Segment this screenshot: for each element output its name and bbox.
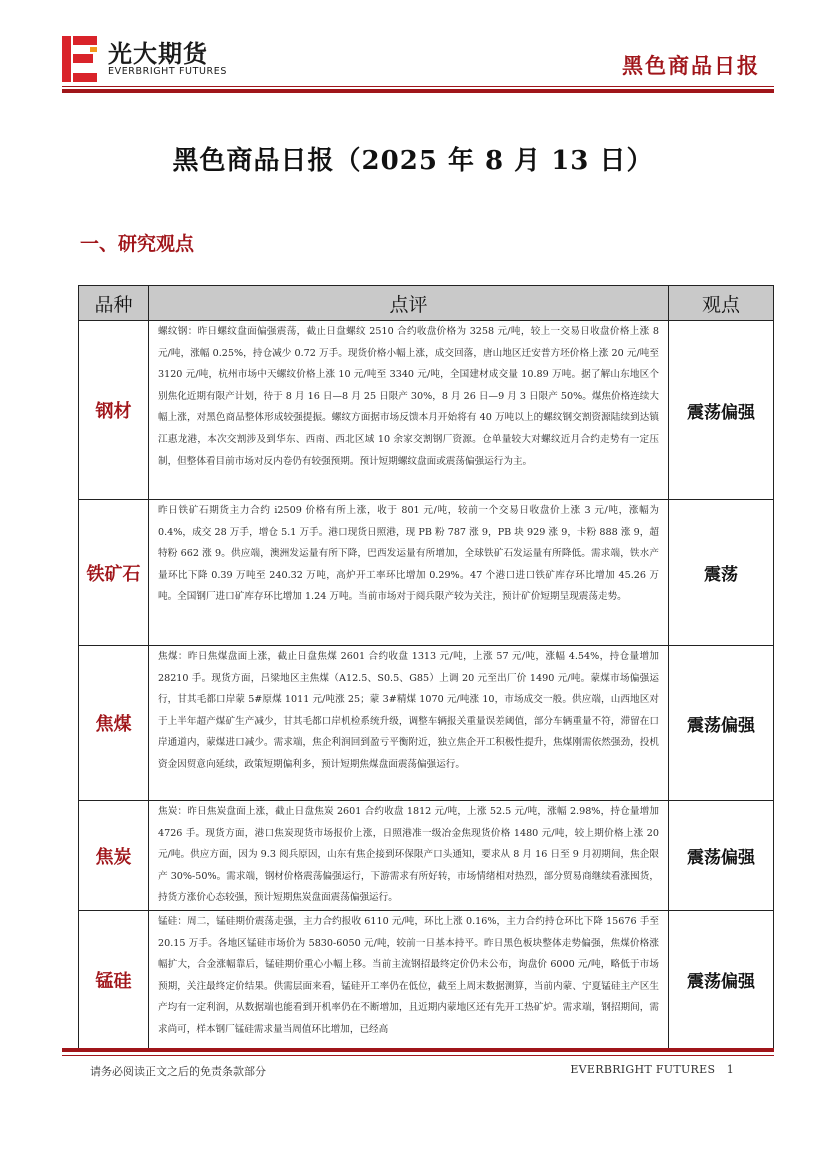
- table-row: [79, 500, 774, 646]
- footer-divider-thick: [62, 1048, 774, 1052]
- row-comment: [149, 911, 669, 1049]
- header-divider-thin: [62, 86, 774, 87]
- header-view: 观点: [669, 286, 774, 321]
- table-row: [79, 801, 774, 911]
- table-row: [79, 321, 774, 500]
- company-logo: [62, 36, 242, 84]
- row-view: 震荡: [669, 500, 774, 646]
- row-comment: 焦煤：昨日焦煤盘面上涨，截止日盘焦煤 2601 合约收盘 1313 元/吨，上涨 57 元/吨，涨幅 4.54%，持仓量增加 28210 手。现货方面，吕梁地区主焦煤（A12.5、S0.5、G85）上调 20 元至出厂价 1490 元/吨。蒙煤市场偏强运行，甘其毛都口岸蒙 5#原煤 1011 元/吨涨 25；蒙 3#精煤 1070 元/吨涨 10，市场成交一般。供应端，山西地区对于上半年超产煤矿生产减少，甘其毛都口岸机检系统升级，调整车辆报关重量误差阈值，部分车辆重量不符，滞留在口岸通道内，蒙煤进口减少。需求端，焦企利润回到盈亏平衡附近，独立焦企开工积极性提升，焦煤刚需依然强劲，投机资金因贸意向延续，政策短期偏利多，预计短期焦煤盘面震荡偏强运行。: [149, 646, 669, 801]
- section-heading: 一、研究观点: [80, 233, 195, 255]
- row-category: 铁矿石: [79, 500, 149, 646]
- footer-divider-thin: [62, 1055, 774, 1056]
- row-category: 钢材: [79, 321, 149, 500]
- everbright-logo-icon: [62, 36, 98, 82]
- research-table: [78, 285, 774, 1049]
- row-category: 焦炭: [79, 801, 149, 911]
- table-row: [79, 911, 774, 1049]
- row-comment: 螺纹钢：昨日螺纹盘面偏强震荡，截止日盘螺纹 2510 合约收盘价格为 3258 元/吨，较上一交易日收盘价格上涨 8 元/吨，涨幅 0.25%，持仓减少 0.72 万手。现货价格小幅上涨，成交回落，唐山地区迁安普方坯价格上涨 20 元/吨至 3120 元/吨，杭州市场中天螺纹价格上涨 10 元/吨至 3340 元/吨，全国建材成交量 10.89 万吨。据了解山东地区个别焦化近期有限产计划，待于 8 月 16 日—8 月 25 日限产 30%，8 月 26 日—9 月 3 日限产 50%。煤焦价格连续大幅上涨，对黑色商品整体形成较强提振。螺纹方面据市场反馈本月开始将有 40 万吨以上的螺纹钢交割资源陆续到达镇江惠龙港，本次交割涉及到华东、西南、西北区域 10 余家交割钢厂资源。仓单量较大对螺纹近月合约走势有一定压制，但整体看目前市场对反内卷仍有较强预期。预计短期螺纹盘面或震荡偏强运行为主。: [149, 321, 669, 500]
- footer-disclaimer: 请务必阅读正文之后的免责条款部分: [90, 1065, 266, 1078]
- page-number: 1: [726, 1063, 734, 1076]
- row-view: 震荡偏强: [669, 911, 774, 1049]
- row-view: 震荡偏强: [669, 321, 774, 500]
- footer-brand: EVERBRIGHT FUTURES: [570, 1063, 716, 1076]
- logo-english-name: EVERBRIGHT FUTURES: [108, 66, 227, 77]
- header-category: 品种: [79, 286, 149, 321]
- table-row: [79, 646, 774, 801]
- row-comment: 昨日铁矿石期货主力合约 i2509 价格有所上涨，收于 801 元/吨，较前一个交易日收盘价上涨 3 元/吨，涨幅为 0.4%，成交 28 万手，增仓 5.1 万手。港口现货日照港，现 PB 粉 787 涨 9，PB 块 929 涨 9，卡粉 888 涨 9，超特粉 662 涨 9。供应端，澳洲发运量有所下降，巴西发运量有所增加，全球铁矿石发运量有所降低。需求端，铁水产量环比下降 0.39 万吨至 240.32 万吨，高炉开工率环比增加 0.29%。47 个港口进口铁矿库存环比增加 45.26 万吨。全国钢厂进口矿库存环比增加 1.24 万吨。当前市场对于阅兵限产较为关注，预计矿价短期呈现震荡走势。: [149, 500, 669, 646]
- logo-chinese-name: 光大期货: [108, 40, 208, 68]
- row-view: 震荡偏强: [669, 801, 774, 911]
- footer-brand-page: [570, 1063, 734, 1076]
- header-divider-thick: [62, 89, 774, 93]
- document-title: 黑色商品日报（2025 年 8 月 13 日）: [172, 146, 654, 176]
- table-header-row: [79, 286, 774, 321]
- row-category: 锰硅: [79, 911, 149, 1049]
- header-report-title: 黑色商品日报: [622, 54, 760, 78]
- row-view: 震荡偏强: [669, 646, 774, 801]
- row-comment: 焦炭：昨日焦炭盘面上涨，截止日盘焦炭 2601 合约收盘 1812 元/吨，上涨 52.5 元/吨，涨幅 2.98%，持仓量增加 4726 手。现货方面，港口焦炭现货市场报价上涨，日照港准一级冶金焦现货价格 1480 元/吨，较上期价格上涨 20 元/吨。供应方面，因为 9.3 阅兵原因，山东有焦企接到环保限产口头通知，要求从 8 月 16 日至 9 月初期间，焦企限产 30%-50%。需求端，钢材价格震荡偏强运行，下游需求有所好转，市场情绪相对热烈，部分贸易商继续看涨囤货，持货方涨价心态较强，预计短期焦炭盘面震荡偏强运行。: [149, 801, 669, 911]
- header-comment: 点评: [149, 286, 669, 321]
- row-comment-text: 锰硅：周二，锰硅期价震荡走强，主力合约报收 6110 元/吨，环比上涨 0.16%，主力合约持仓环比下降 15676 手至 20.15 万手。各地区锰硅市场价为 5830-6050 元/吨，较前一日基本持平。昨日黑色板块整体走势偏强，焦煤价格涨幅扩大，合金涨幅靠后，锰硅期价重心小幅上移。当前主流钢招最终定价仍未公布，询盘价 6000 元/吨，略低于市场预期，关注最终定价结果。供需层面来看，锰硅开工率仍在低位，截至上周末数据测算，当前内蒙、宁夏锰硅主产区生产均有一定利润，从数据端也能看到开机率仍在不断增加，且近期内蒙地区还有先开工热矿炉。需求端，钢招期间，需求尚可，样本钢厂锰硅需求量当周值环比增加，已经高: [158, 916, 659, 1035]
- row-category: 焦煤: [79, 646, 149, 801]
